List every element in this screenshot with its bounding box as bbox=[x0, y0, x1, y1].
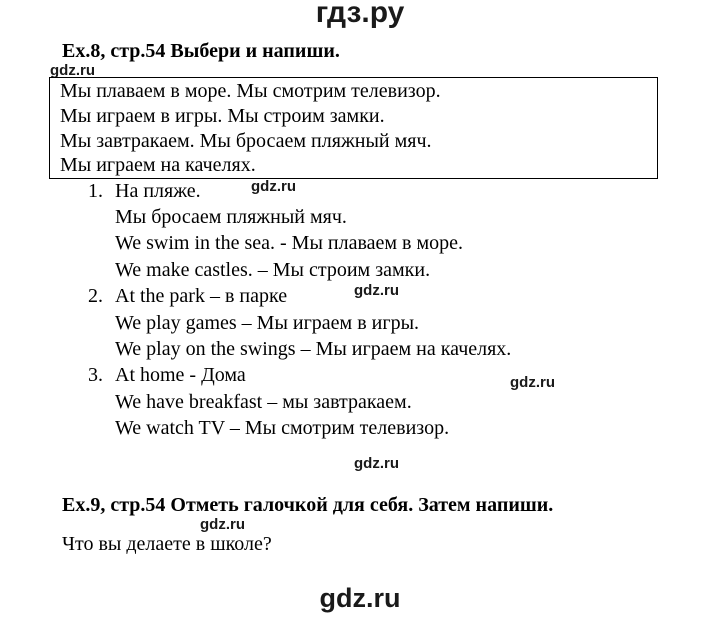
site-watermark-top: гдз.ру bbox=[315, 0, 405, 29]
exercise-8-heading: Ex.8, стр.54 Выбери и напиши. bbox=[62, 40, 340, 62]
watermark-small: gdz.ru bbox=[354, 282, 399, 299]
box-line: Мы играем в игры. Мы строим замки. bbox=[60, 105, 385, 127]
word-box bbox=[49, 77, 658, 179]
watermark-small: gdz.ru bbox=[50, 62, 95, 79]
box-line: Мы плаваем в море. Мы смотрим телевизор. bbox=[60, 80, 441, 102]
watermark-small: gdz.ru bbox=[510, 374, 555, 391]
item-number: 3. bbox=[88, 364, 103, 386]
item-line: We play games – Мы играем в игры. bbox=[115, 312, 420, 334]
item-title: At home - Дома bbox=[115, 364, 246, 386]
watermark-small: gdz.ru bbox=[354, 455, 399, 472]
box-line: Мы играем на качелях. bbox=[60, 154, 256, 176]
watermark-small: gdz.ru bbox=[251, 178, 296, 195]
site-watermark-bottom: gdz.ru bbox=[319, 583, 401, 613]
watermark-small: gdz.ru bbox=[200, 516, 245, 533]
item-line: We make castles. – Мы строим замки. bbox=[115, 259, 431, 281]
item-line: We watch TV – Мы смотрим телевизор. bbox=[115, 417, 450, 439]
exercise-9-question: Что вы делаете в школе? bbox=[62, 533, 272, 555]
item-number: 2. bbox=[88, 285, 103, 307]
item-line: We swim in the sea. - Мы плаваем в море. bbox=[115, 232, 464, 254]
box-line: Мы завтракаем. Мы бросаем пляжный мяч. bbox=[60, 130, 432, 152]
item-line: Мы бросаем пляжный мяч. bbox=[115, 206, 347, 228]
item-line: We play on the swings – Мы играем на качелях. bbox=[115, 338, 512, 360]
item-title: At the park – в парке bbox=[115, 285, 288, 307]
exercise-9-heading: Ex.9, стр.54 Отметь галочкой для себя. Затем напиши. bbox=[62, 494, 554, 516]
item-title: На пляже. bbox=[115, 180, 201, 202]
item-line: We have breakfast – мы завтракаем. bbox=[115, 391, 412, 413]
item-number: 1. bbox=[88, 180, 103, 202]
